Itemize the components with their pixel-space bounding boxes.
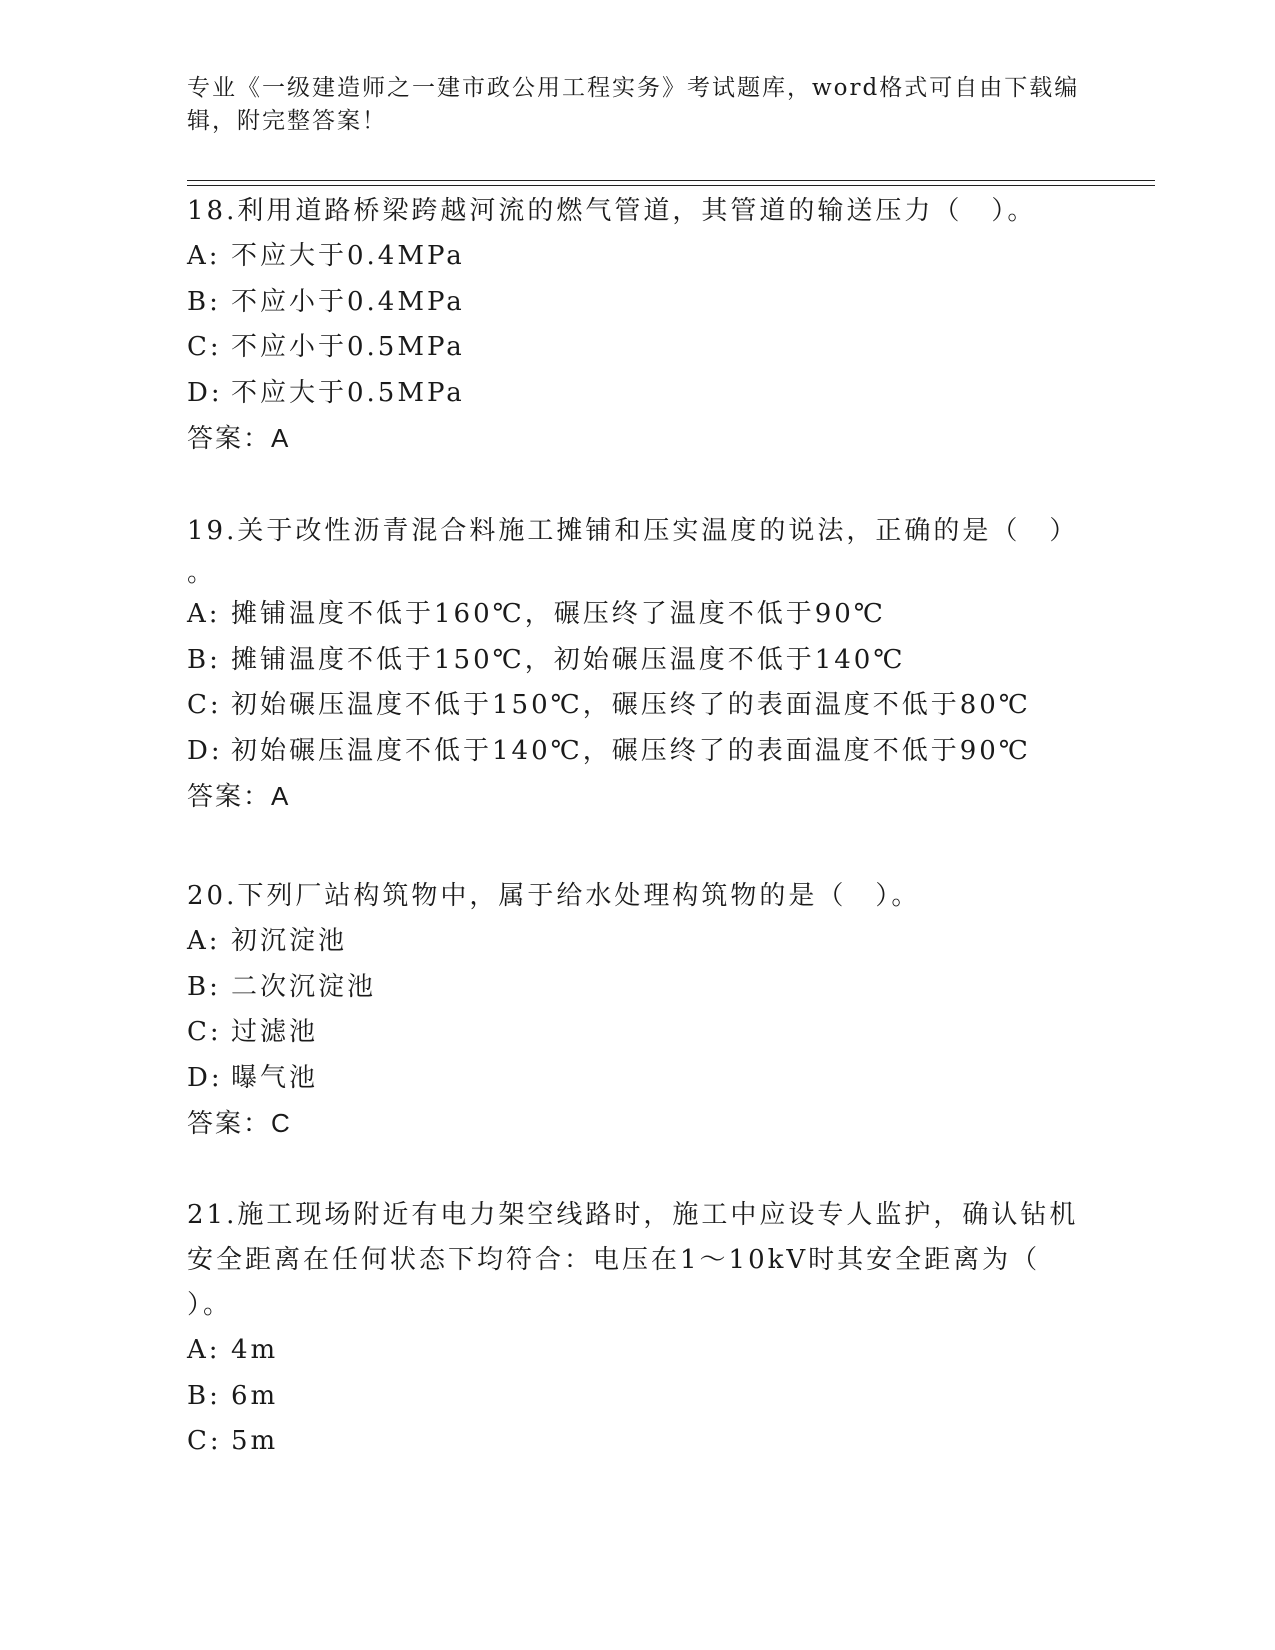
option-text: 曝气池 — [231, 1062, 319, 1093]
option-text: 初始碾压温度不低于140℃，碾压终了的表面温度不低于90℃ — [231, 735, 1031, 766]
option-b — [187, 638, 1087, 684]
option-text: 不应大于0.4MPa — [231, 241, 465, 271]
option-a — [187, 234, 1087, 280]
question-19 — [187, 509, 1087, 819]
question-stem: 18.利用道路桥梁跨越河流的燃气管道，其管道的输送压力（ ）。 — [187, 196, 1037, 226]
option-key: C: — [187, 690, 222, 720]
option-text: 过滤池 — [231, 1017, 319, 1047]
question-21 — [187, 1193, 1087, 1465]
option-key: C: — [187, 1426, 222, 1456]
option-text: 摊铺温度不低于160℃，碾压终了温度不低于90℃ — [231, 599, 886, 629]
header-divider-bottom — [187, 185, 1155, 186]
option-key: D: — [187, 735, 223, 766]
option-c — [187, 325, 1087, 371]
question-stem: 19.关于改性沥青混合料施工摊铺和压实温度的说法，正确的是（ ） — [187, 516, 1079, 546]
option-key: A: — [187, 926, 221, 956]
question-stem: 20.下列厂站构筑物中，属于给水处理构筑物的是（ ）。 — [187, 881, 921, 911]
question-stem-continuation: 。 — [187, 558, 217, 588]
option-key: A: — [187, 1335, 221, 1365]
option-b — [187, 1374, 1087, 1420]
question-stem-continuation: 安全距离在任何状态下均符合：电压在1～10kV时其安全距离为（ — [187, 1245, 1041, 1275]
option-key: C: — [187, 332, 222, 362]
document-header — [187, 72, 1087, 138]
option-c — [187, 683, 1087, 729]
option-b — [187, 965, 1087, 1011]
option-b — [187, 280, 1087, 326]
option-d — [187, 729, 1087, 775]
option-a — [187, 592, 1087, 638]
option-key: B: — [187, 1380, 221, 1411]
option-text: 初始碾压温度不低于150℃，碾压终了的表面温度不低于80℃ — [231, 690, 1031, 720]
option-text: 摊铺温度不低于150℃，初始碾压温度不低于140℃ — [231, 644, 906, 675]
option-text: 5m — [231, 1426, 279, 1456]
question-stem: 21.施工现场附近有电力架空线路时，施工中应设专人监护，确认钻机 — [187, 1200, 1079, 1230]
option-key: D: — [187, 1062, 223, 1093]
option-key: C: — [187, 1017, 222, 1047]
header-line-1: 专业《一级建造师之一建市政公用工程实务》考试题库，word格式可自由下载编 — [187, 75, 1080, 101]
answer-line: 答案：A — [187, 781, 291, 811]
header-line-2: 辑，附完整答案！ — [187, 108, 387, 134]
answer-line: 答案：A — [187, 423, 291, 453]
option-key: B: — [187, 644, 221, 675]
option-key: B: — [187, 286, 221, 317]
option-key: B: — [187, 971, 221, 1002]
option-text: 不应大于0.5MPa — [231, 377, 465, 408]
option-key: A: — [187, 241, 221, 271]
option-d — [187, 1056, 1087, 1102]
question-18 — [187, 189, 1087, 461]
option-text: 6m — [231, 1380, 279, 1411]
option-a — [187, 919, 1087, 965]
question-20 — [187, 874, 1087, 1146]
option-text: 初沉淀池 — [231, 926, 348, 956]
header-divider-top — [187, 180, 1155, 181]
answer-line: 答案：C — [187, 1108, 292, 1138]
option-key: A: — [187, 599, 221, 629]
option-text: 不应小于0.5MPa — [231, 332, 465, 362]
option-c — [187, 1010, 1087, 1056]
option-text: 4m — [231, 1335, 279, 1365]
option-text: 不应小于0.4MPa — [231, 286, 465, 317]
option-key: D: — [187, 377, 223, 408]
option-a — [187, 1328, 1087, 1374]
option-c — [187, 1419, 1087, 1465]
option-text: 二次沉淀池 — [231, 971, 377, 1002]
option-d — [187, 371, 1087, 417]
question-stem-continuation: ）。 — [187, 1290, 233, 1320]
